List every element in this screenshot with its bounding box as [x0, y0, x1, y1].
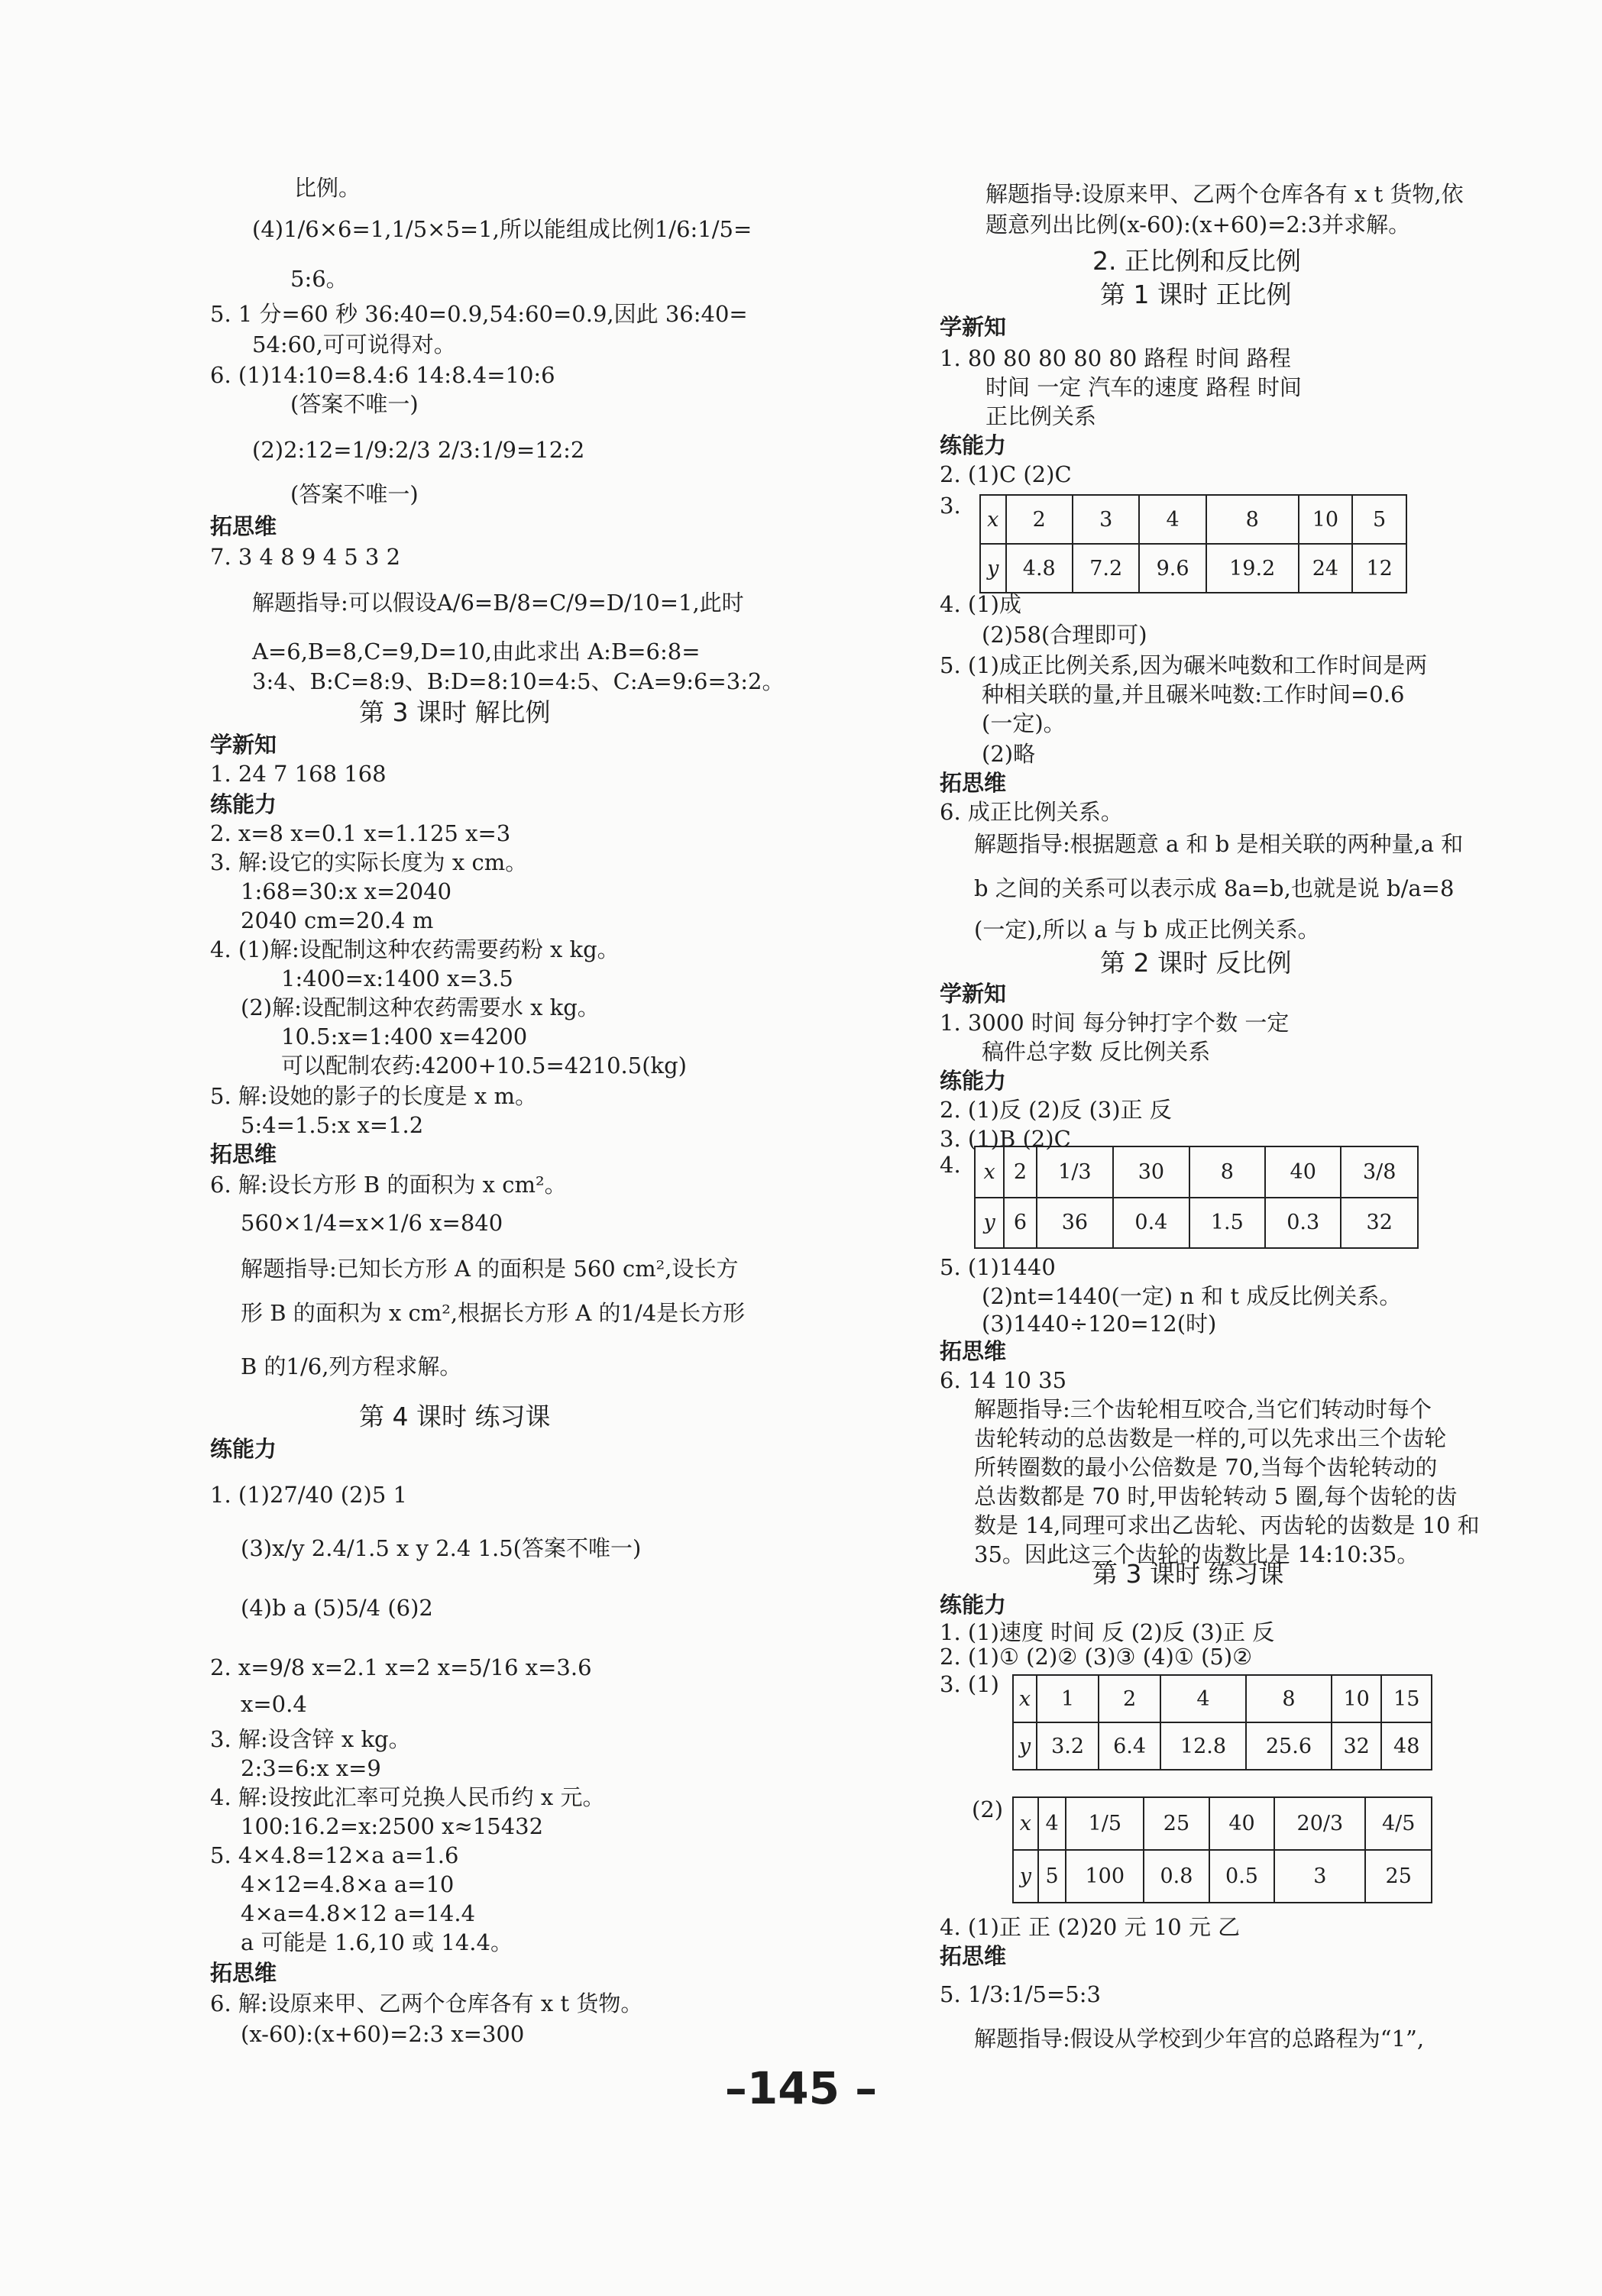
text-line: (一定)。 — [982, 710, 1066, 736]
table-cell: 10 — [1332, 1675, 1382, 1722]
text-line: 5. 4×4.8=12×a a=1.6 — [210, 1842, 459, 1868]
text-line: (2)略 — [982, 741, 1036, 767]
section-heading: 拓思维 — [940, 1338, 1007, 1364]
text-line: 6. (1)14:10=8.4:6 14:8.4=10:6 — [210, 362, 555, 388]
table-cell: y — [980, 544, 1006, 593]
table-cell: 1 — [1037, 1675, 1099, 1722]
table-cell: 4/5 — [1365, 1797, 1432, 1850]
table-cell: 12.8 — [1160, 1722, 1246, 1770]
table-cell: 20/3 — [1274, 1797, 1365, 1850]
table-cell: 4 — [1139, 495, 1206, 544]
text-line: 6. 14 10 35 — [940, 1367, 1067, 1393]
table-cell: 8 — [1206, 495, 1299, 544]
unit-title: 2. 正比例和反比例 — [1092, 246, 1301, 276]
table-cell: 3/8 — [1341, 1146, 1418, 1198]
lesson-title: 第 3 课时 解比例 — [359, 697, 551, 727]
text-line: 题意列出比例(x-60):(x+60)=2:3并求解。 — [985, 212, 1411, 238]
text-line: 54:60,可可说得对。 — [252, 331, 456, 357]
text-line: (一定),所以 a 与 b 成正比例关系。 — [974, 917, 1320, 943]
text-line: 5:6。 — [290, 266, 348, 292]
text-line: 数是 14,同理可求出乙齿轮、丙齿轮的齿数是 10 和 — [974, 1512, 1480, 1538]
table-cell: 40 — [1265, 1146, 1341, 1198]
text-line: 5. 解:设她的影子的长度是 x m。 — [210, 1083, 537, 1109]
table-row — [1013, 1797, 1432, 1850]
table-cell: x — [980, 495, 1006, 544]
text-line: 5. (1)1440 — [940, 1254, 1056, 1280]
text-line: 解题指导:假设从学校到少年宫的总路程为“1”, — [974, 2026, 1425, 2052]
text-line: 100:16.2=x:2500 x≈15432 — [241, 1813, 544, 1839]
text-line: 5. 1 分=60 秒 36:40=0.9,54:60=0.9,因此 36:40= — [210, 301, 748, 327]
text-line: 3. — [940, 493, 961, 519]
table-cell: 10 — [1299, 495, 1353, 544]
text-line: 4. (1)正 正 (2)20 元 10 元 乙 — [940, 1914, 1241, 1940]
table-cell: 3 — [1274, 1850, 1365, 1903]
table-cell: 4.8 — [1006, 544, 1073, 593]
text-line: 解题指导:根据题意 a 和 b 是相关联的两种量,a 和 — [974, 831, 1464, 857]
text-line: 4. (1)成 — [940, 591, 1021, 617]
text-line: 解题指导:已知长方形 A 的面积是 560 cm²,设长方 — [241, 1256, 739, 1282]
table-row — [975, 1198, 1418, 1249]
table-cell: 32 — [1332, 1722, 1382, 1770]
text-line: 2. (1)① (2)② (3)③ (4)① (5)② — [940, 1644, 1253, 1670]
table-cell: 1/3 — [1037, 1146, 1114, 1198]
table-q4 — [974, 1146, 1419, 1249]
text-line: (答案不唯一) — [290, 391, 419, 417]
section-heading: 练能力 — [940, 432, 1007, 458]
table-cell: 12 — [1352, 544, 1406, 593]
text-line: 2. x=8 x=0.1 x=1.125 x=3 — [210, 820, 511, 846]
text-line: 6. 解:设原来甲、乙两个仓库各有 x t 货物。 — [210, 1990, 643, 2016]
table-cell: 25 — [1365, 1850, 1432, 1903]
text-line: (2) — [972, 1796, 1004, 1822]
text-line: 总齿数都是 70 时,甲齿轮转动 5 圈,每个齿轮的齿 — [974, 1483, 1458, 1509]
text-line: 6. 解:设长方形 B 的面积为 x cm²。 — [210, 1172, 567, 1198]
text-line: 4×a=4.8×12 a=14.4 — [241, 1900, 476, 1926]
text-line: b 之间的关系可以表示成 8a=b,也就是说 b/a=8 — [974, 875, 1455, 901]
text-line: A=6,B=8,C=9,D=10,由此求出 A:B=6:8= — [252, 639, 701, 665]
text-line: (2)2:12=1/9:2/3 2/3:1/9=12:2 — [252, 437, 585, 463]
table-cell: 0.3 — [1265, 1198, 1341, 1249]
text-line: 560×1/4=x×1/6 x=840 — [241, 1210, 503, 1236]
section-heading: 拓思维 — [210, 513, 277, 539]
text-line: 4×12=4.8×a a=10 — [241, 1871, 455, 1897]
text-line: (3)x/y 2.4/1.5 x y 2.4 1.5(答案不唯一) — [241, 1535, 642, 1561]
table-cell: 24 — [1299, 544, 1353, 593]
table-cell: y — [975, 1198, 1004, 1249]
text-line: 3. (1) — [940, 1671, 999, 1697]
table-cell: 2 — [1006, 495, 1073, 544]
text-line: 4. (1)解:设配制这种农药需要药粉 x kg。 — [210, 936, 620, 962]
text-line: 正比例关系 — [985, 403, 1097, 429]
text-line: 5. 1/3:1/5=5:3 — [940, 1981, 1101, 2007]
page-number: –145 – — [724, 2062, 878, 2114]
lesson-title: 第 4 课时 练习课 — [359, 1402, 551, 1431]
lesson-title: 第 3 课时 练习课 — [1092, 1559, 1284, 1589]
section-heading: 拓思维 — [940, 770, 1007, 796]
table-cell: y — [1013, 1722, 1037, 1770]
text-line: 2. (1)反 (2)反 (3)正 反 — [940, 1097, 1172, 1123]
table-cell: 48 — [1381, 1722, 1432, 1770]
table-cell: 2 — [1099, 1675, 1160, 1722]
text-line: (2)nt=1440(一定) n 和 t 成反比例关系。 — [982, 1283, 1402, 1309]
table-cell: 1.5 — [1189, 1198, 1265, 1249]
lesson-title: 第 1 课时 正比例 — [1100, 280, 1292, 309]
text-line: (4)b a (5)5/4 (6)2 — [241, 1595, 433, 1621]
table-cell: 8 — [1246, 1675, 1332, 1722]
table-cell: 3.2 — [1037, 1722, 1099, 1770]
section-heading: 拓思维 — [210, 1960, 277, 1986]
section-heading: 学新知 — [940, 981, 1007, 1007]
table-cell: 30 — [1113, 1146, 1189, 1198]
table-cell: 19.2 — [1206, 544, 1299, 593]
table-cell: x — [1013, 1797, 1038, 1850]
table-cell: 36 — [1037, 1198, 1114, 1249]
table-cell: 25 — [1144, 1797, 1209, 1850]
table-cell: 40 — [1209, 1797, 1275, 1850]
text-line: B 的1/6,列方程求解。 — [241, 1353, 462, 1379]
text-line: 35。因此这三个齿轮的齿数比是 14:10:35。 — [974, 1541, 1419, 1567]
text-line: (x-60):(x+60)=2:3 x=300 — [241, 2021, 525, 2047]
text-line: 6. 成正比例关系。 — [940, 799, 1123, 825]
table-cell: 3 — [1073, 495, 1139, 544]
text-line: 所转圈数的最小公倍数是 70,当每个齿轮转动的 — [974, 1454, 1438, 1480]
table-cell: 0.8 — [1144, 1850, 1209, 1903]
text-line: 1. 3000 时间 每分钟打字个数 一定 — [940, 1010, 1290, 1036]
text-line: (答案不唯一) — [290, 481, 419, 507]
table-cell: x — [1013, 1675, 1037, 1722]
table-row — [980, 544, 1406, 593]
table-row — [1013, 1850, 1432, 1903]
section-heading: 练能力 — [940, 1068, 1007, 1094]
text-line: (3)1440÷120=12(时) — [982, 1311, 1217, 1337]
text-line: 1. 24 7 168 168 — [210, 761, 387, 787]
text-line: 5. (1)成正比例关系,因为碾米吨数和工作时间是两 — [940, 652, 1428, 678]
table-cell: 32 — [1341, 1198, 1418, 1249]
text-line: 3. 解:设含锌 x kg。 — [210, 1726, 411, 1752]
text-line: 1. (1)27/40 (2)5 1 — [210, 1482, 407, 1508]
text-line: 解题指导:可以假设A/6=B/8=C/9=D/10=1,此时 — [252, 590, 744, 616]
text-line: 2. (1)C (2)C — [940, 461, 1072, 487]
table-cell: 9.6 — [1139, 544, 1206, 593]
text-line: 时间 一定 汽车的速度 路程 时间 — [985, 374, 1302, 400]
table-cell: x — [975, 1146, 1004, 1198]
text-line: 2. x=9/8 x=2.1 x=2 x=5/16 x=3.6 — [210, 1654, 592, 1680]
text-line: 3. (1)B (2)C — [940, 1126, 1071, 1152]
section-heading: 练能力 — [940, 1592, 1007, 1618]
table-cell: 25.6 — [1246, 1722, 1332, 1770]
section-heading: 学新知 — [940, 314, 1007, 340]
text-line: 比例。 — [294, 175, 361, 201]
text-line: 种相关联的量,并且碾米吨数:工作时间=0.6 — [982, 681, 1405, 707]
section-heading: 拓思维 — [210, 1141, 277, 1167]
text-line: 形 B 的面积为 x cm²,根据长方形 A 的1/4是长方形 — [241, 1300, 746, 1326]
table-q3 — [979, 494, 1407, 593]
text-line: a 可能是 1.6,10 或 14.4。 — [241, 1929, 513, 1955]
text-line: 解题指导:设原来甲、乙两个仓库各有 x t 货物,依 — [985, 181, 1464, 207]
text-line: 10.5:x=1:400 x=4200 — [281, 1023, 528, 1049]
table-row — [980, 495, 1406, 544]
text-line: 1. (1)速度 时间 反 (2)反 (3)正 反 — [940, 1619, 1275, 1645]
table-cell: 4 — [1160, 1675, 1246, 1722]
text-line: 2040 cm=20.4 m — [241, 907, 434, 933]
table-practice-3-2 — [1012, 1796, 1432, 1903]
text-line: 1:400=x:1400 x=3.5 — [281, 965, 513, 991]
lesson-title: 第 2 课时 反比例 — [1100, 948, 1292, 978]
text-line: 5:4=1.5:x x=1.2 — [241, 1112, 424, 1138]
text-line: 2:3=6:x x=9 — [241, 1755, 381, 1781]
table-cell: 4 — [1038, 1797, 1066, 1850]
text-line: 3:4、B:C=8:9、B:D=8:10=4:5、C:A=9:6=3:2。 — [252, 668, 785, 694]
table-row — [1013, 1675, 1432, 1722]
text-line: (2)58(合理即可) — [982, 622, 1147, 648]
text-line: 3. 解:设它的实际长度为 x cm。 — [210, 849, 528, 875]
table-row — [975, 1146, 1418, 1198]
table-cell: y — [1013, 1850, 1038, 1903]
table-row — [1013, 1722, 1432, 1770]
text-line: 4. — [940, 1152, 961, 1178]
text-line: 1:68=30:x x=2040 — [241, 878, 452, 904]
table-cell: 15 — [1381, 1675, 1432, 1722]
section-heading: 练能力 — [210, 791, 277, 817]
text-line: (4)1/6×6=1,1/5×5=1,所以能组成比例1/6:1/5= — [252, 216, 752, 242]
text-line: 可以配制农药:4200+10.5=4210.5(kg) — [281, 1053, 687, 1078]
table-cell: 0.5 — [1209, 1850, 1275, 1903]
section-heading: 练能力 — [210, 1436, 277, 1462]
table-cell: 2 — [1004, 1146, 1036, 1198]
text-line: 7. 3 4 8 9 4 5 3 2 — [210, 544, 401, 570]
table-cell: 6.4 — [1099, 1722, 1160, 1770]
table-cell: 7.2 — [1073, 544, 1139, 593]
table-cell: 5 — [1038, 1850, 1066, 1903]
table-cell: 5 — [1352, 495, 1406, 544]
table-cell: 1/5 — [1066, 1797, 1144, 1850]
table-cell: 0.4 — [1113, 1198, 1189, 1249]
section-heading: 学新知 — [210, 732, 277, 758]
text-line: 齿轮转动的总齿数是一样的,可以先求出三个齿轮 — [974, 1425, 1447, 1451]
table-cell: 6 — [1004, 1198, 1036, 1249]
text-line: 1. 80 80 80 80 80 路程 时间 路程 — [940, 345, 1291, 371]
text-line: 稿件总字数 反比例关系 — [982, 1039, 1211, 1065]
text-line: 4. 解:设按此汇率可兑换人民币约 x 元。 — [210, 1784, 605, 1810]
text-line: 解题指导:三个齿轮相互咬合,当它们转动时每个 — [974, 1396, 1432, 1422]
table-cell: 100 — [1066, 1850, 1144, 1903]
text-line: (2)解:设配制这种农药需要水 x kg。 — [241, 994, 600, 1020]
section-heading: 拓思维 — [940, 1943, 1007, 1969]
table-cell: 8 — [1189, 1146, 1265, 1198]
table-practice-3-1 — [1012, 1674, 1432, 1771]
text-line: x=0.4 — [241, 1691, 307, 1717]
